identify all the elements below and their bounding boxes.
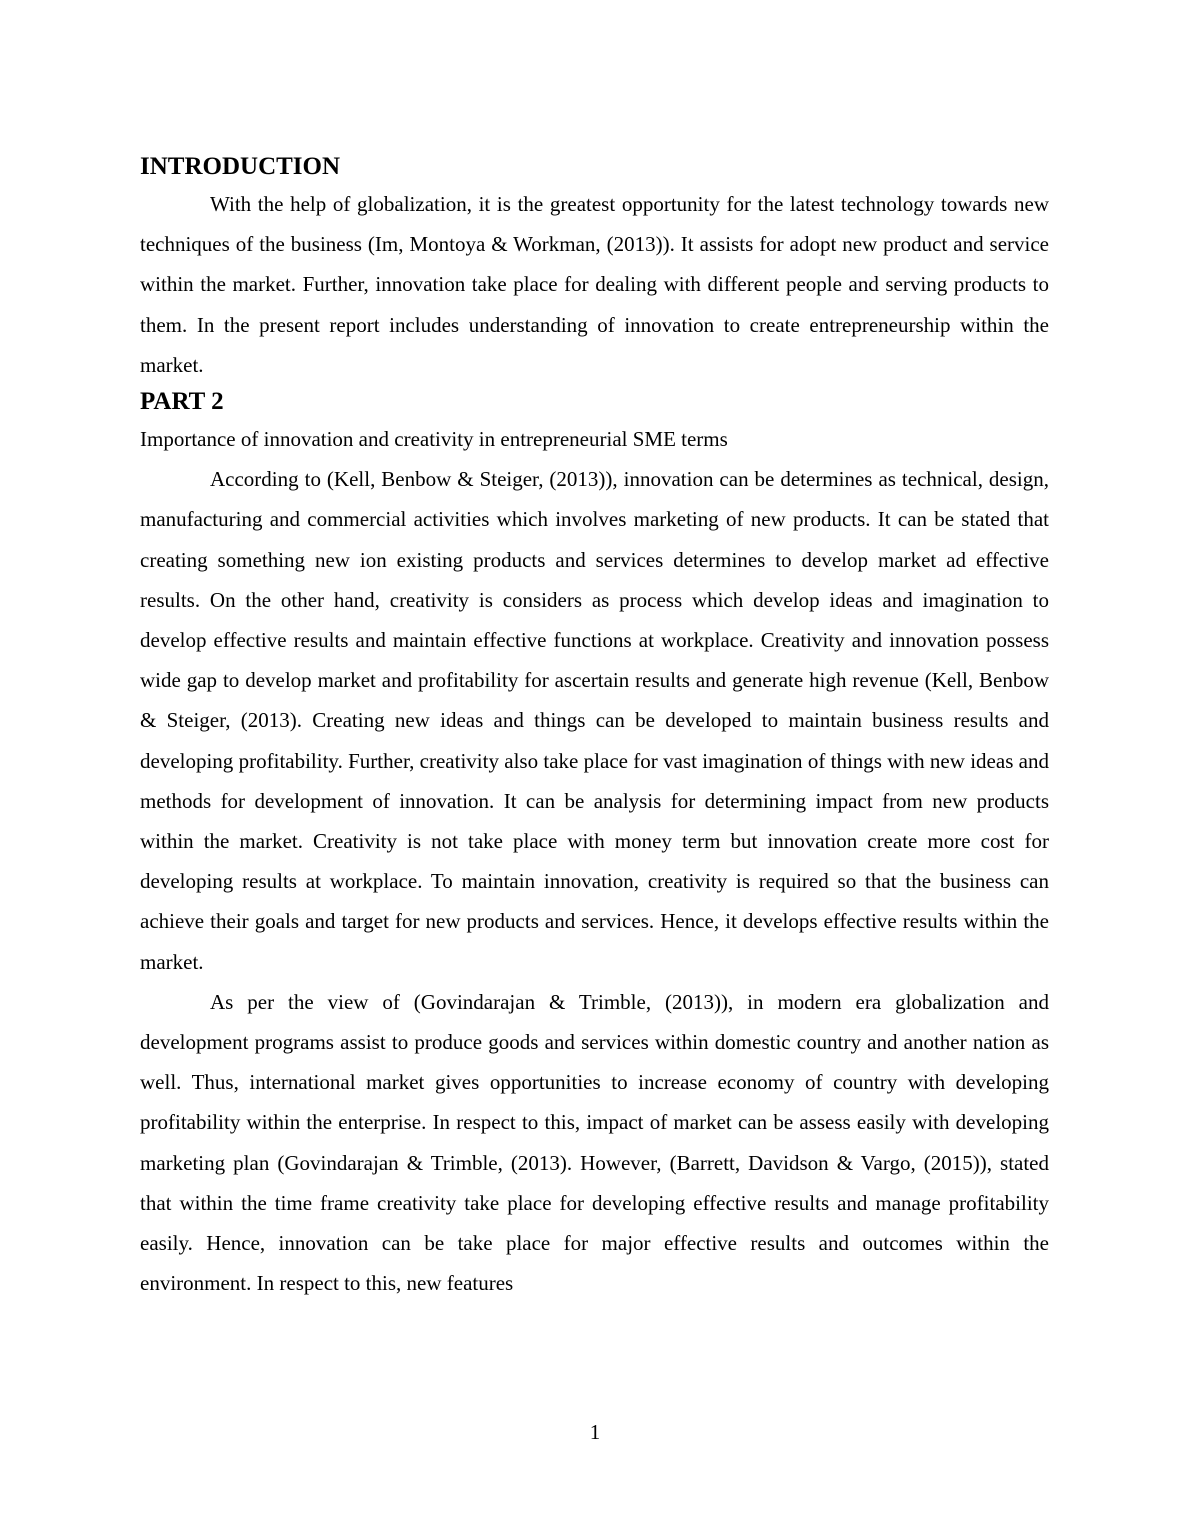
- part-2-paragraph-1: According to (Kell, Benbow & Steiger, (2013)), innovation can be determines as technical, design, manufacturing and commercial activities which involves marketing of new products. It can be stated that creating something new ion existing products and services determines to develop market ad effective results. On the other hand, creativity is considers as process which develop ideas and imagination to develop effective results and maintain effective functions at workplace. Creativity and innovation possess wide gap to develop market and profitability for ascertain results and generate high revenue (Kell, Benbow & Steiger, (2013). Creating new ideas and things can be developed to maintain business results and developing profitability. Further, creativity also take place for vast imagination of things with new ideas and methods for development of innovation. It can be analysis for determining impact from new products within the market. Creativity is not take place with money term but innovation create more cost for developing results at workplace. To maintain innovation, creativity is required so that the business can achieve their goals and target for new products and services. Hence, it develops effective results within the market.: [140, 467, 1049, 974]
- part-2-paragraph-2: As per the view of (Govindarajan & Trimble, (2013)), in modern era globalization and development programs assist to produce goods and services within domestic country and another nation as well. Thus, international market gives opportunities to increase economy of country with developing profitability within the enterprise. In respect to this, impact of market can be assess easily with developing marketing plan (Govindarajan & Trimble, (2013). However, (Barrett, Davidson & Vargo, (2015)), stated that within the time frame creativity take place for developing effective results and manage profitability easily. Hence, innovation can be take place for major effective results and outcomes within the environment. In respect to this, new features: [140, 989, 1049, 1296]
- page-content: [140, 150, 1049, 1303]
- introduction-heading: INTRODUCTION: [140, 153, 341, 180]
- introduction-paragraph: With the help of globalization, it is the greatest opportunity for the latest technology towards new techniques of the business (Im, Montoya & Workman, (2013)). It assists for adopt new product and service within the market. Further, innovation take place for dealing with different people and serving products to them. In the present report includes understanding of innovation to create entrepreneurship within the market.: [140, 192, 1049, 377]
- part-2-heading: PART 2: [140, 388, 224, 416]
- page-number: 1: [589, 1420, 601, 1444]
- part-2-subheading: Importance of innovation and creativity in entrepreneurial SME terms: [140, 427, 728, 452]
